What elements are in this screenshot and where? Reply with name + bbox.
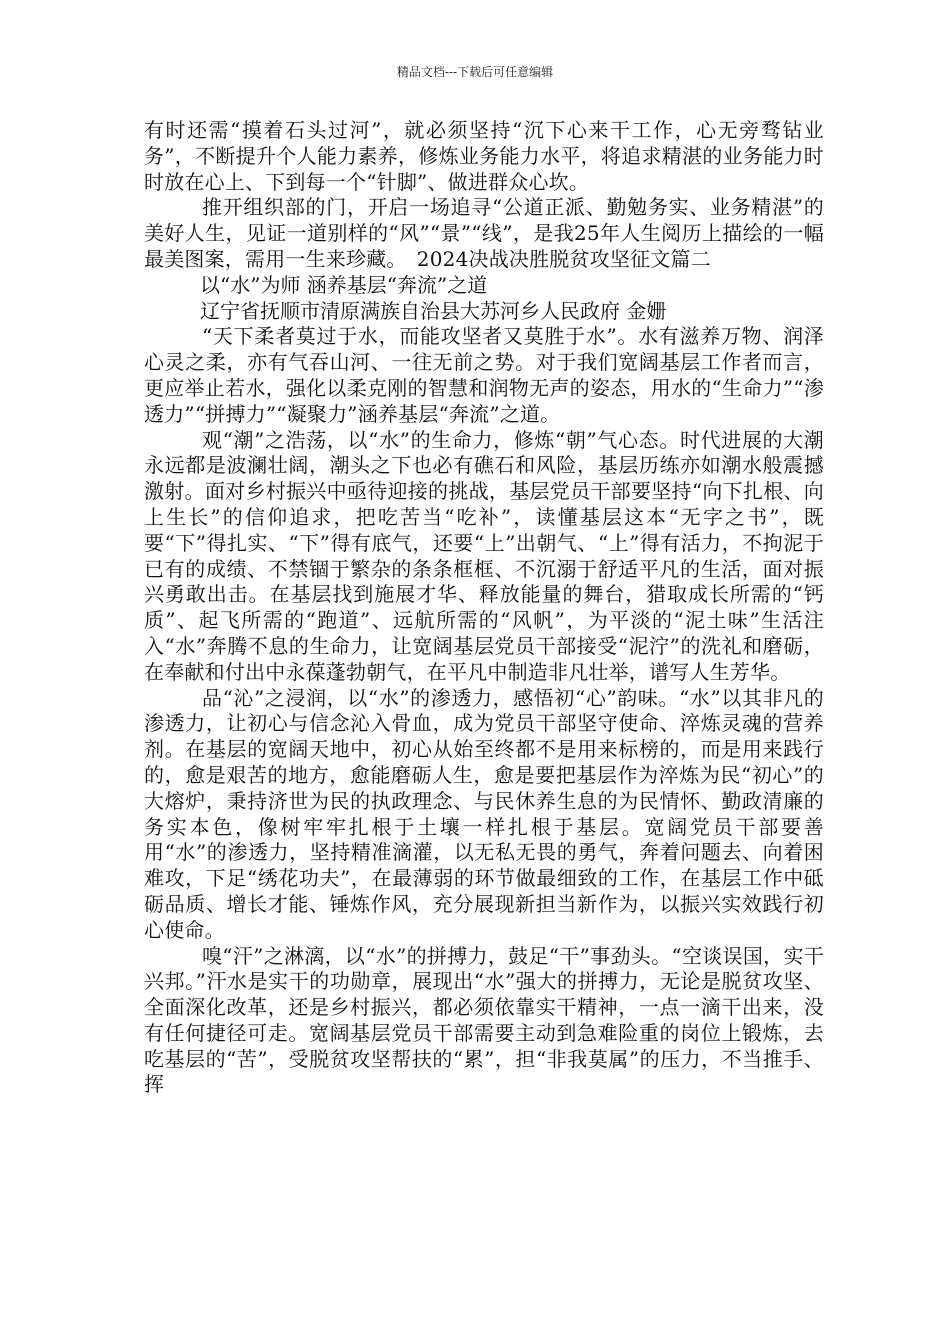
paragraph-3: “天下柔者莫过于水，而能攻坚者又莫胜于水”。水有滋养万物、润泽心灵之柔，亦有气吞山河、一往无前之势。对于我们宽阔基层工作者而言，更应举止若水，强化以柔克刚的智慧和润物无声的姿态，用水的“生命力”“渗透力”“拼搏力”“凝聚力”涵养基层“奔流”之道。 [144,324,824,426]
paragraph-4: 观“潮”之浩荡，以“水”的生命力，修炼“朝”气心态。时代进展的大潮永远都是波澜壮阔，潮头之下也必有礁石和风险，基层历练亦如潮水般震撼激射。面对乡村振兴中亟待迎接的挑战，基层党员干部要坚持“向下扎根、向上生长”的信仰追求，把吃苦当“吃补”，读懂基层这本“无字之书”，既要“下”得扎实、“下”得有底气，还要“上”出朝气、“上”得有活力，不拘泥于已有的成绩、不禁锢于繁杂的条条框框、不沉溺于舒适平凡的生活，面对振兴勇敢出击。在基层找到施展才华、释放能量的舞台，猎取成长所需的“钙质”、起飞所需的“跑道”、远航所需的“风帆”，为平淡的“泥土味”生活注入“水”奔腾不息的生命力，让宽阔基层党员干部接受“泥泞”的洗礼和磨砺，在奉献和付出中永葆蓬勃朝气，在平凡中制造非凡壮举，谱写人生芳华。 [144,427,824,684]
page-header: 精品文档---下载后可任意编辑 [396,65,554,79]
paragraph-1: 有时还需“摸着石头过河”，就必须坚持“沉下心来干工作，心无旁骛钻业务”，不断提升个人能力素养，修炼业务能力水平，将追求精湛的业务能力时时放在心上、下到每一个“针脚”、做进群众心坎。 [144,118,824,194]
document-body [144,118,824,1098]
paragraph-2: 推开组织部的门，开启一场追寻“公道正派、勤勉务实、业务精湛”的美好人生，见证一道别样的“风”“景”“线”，是我25年人生阅历上描绘的一幅最美图案，需用一生来珍藏。 2024决战决胜脱贫攻坚征文篇二 [144,195,824,271]
article-author: 辽宁省抚顺市清原满族自治县大苏河乡人民政府 金姗 [200,298,667,323]
article-title: 以“水”为师 涵养基层“奔流”之道 [200,272,488,297]
paragraph-6: 嗅“汗”之淋漓，以“水”的拼搏力，鼓足“干”事劲头。“空谈误国，实干兴邦。”汗水是实干的功勋章，展现出“水”强大的拼搏力，无论是脱贫攻坚、全面深化改革，还是乡村振兴，都必须依靠实干精神，一点一滴干出来，没有任何捷径可走。宽阔基层党员干部需要主动到急难险重的岗位上锻炼，去吃基层的“苦”，受脱贫攻坚帮扶的“累”，担“非我莫属”的压力，不当推手、挥 [144,943,824,1097]
paragraph-5: 品“沁”之浸润，以“水”的渗透力，感悟初“心”韵味。“水”以其非凡的渗透力，让初心与信念沁入骨血，成为党员干部坚守使命、淬炼灵魂的营养剂。在基层的宽阔天地中，初心从始至终都不是用来标榜的，而是用来践行的，愈是艰苦的地方，愈能磨砺人生，愈是要把基层作为淬炼为民“初心”的大熔炉，秉持济世为民的执政理念、与民休养生息的为民情怀、勤政清廉的务实本色，像树牢牢扎根于土壤一样扎根于基层。宽阔党员干部要善用“水”的渗透力，坚持精准滴灌，以无私无畏的勇气，奔着问题去、向着困难攻，下足“绣花功夫”，在最薄弱的环节做最细致的工作，在基层工作中砥砺品质、增长才能、锤炼作风，充分展现新担当新作为，以振兴实效践行初心使命。 [144,685,824,942]
